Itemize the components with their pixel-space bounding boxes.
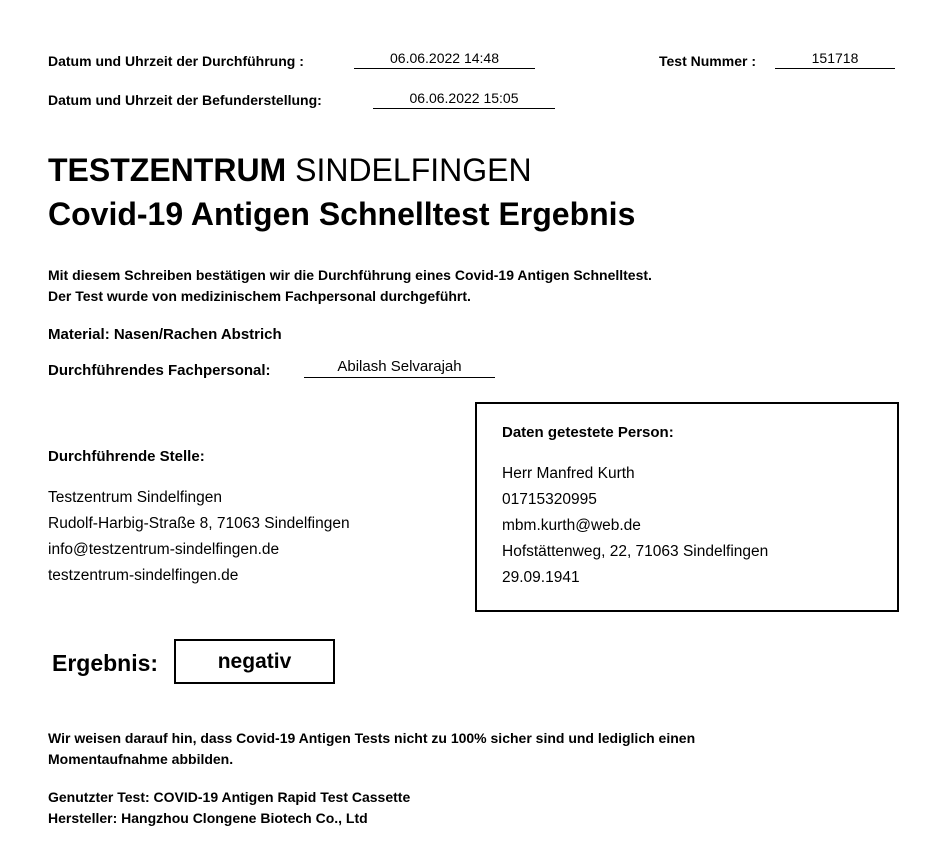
test-name-line: Genutzter Test: COVID-19 Antigen Rapid Test Cassette: [48, 789, 411, 805]
befund-value: 06.06.2022 15:05: [373, 90, 555, 109]
intro-paragraph: [48, 265, 652, 307]
durchfuehrung-label: Datum und Uhrzeit der Durchführung :: [48, 53, 304, 69]
personal-value: Abilash Selvarajah: [304, 359, 495, 378]
center-title-city: SINDELFINGEN: [295, 152, 532, 188]
page-title: Covid-19 Antigen Schnelltest Ergebnis: [48, 196, 636, 232]
result-value: negativ: [174, 639, 335, 684]
disclaimer-paragraph: [48, 728, 695, 770]
hersteller-line: Hersteller: Hangzhou Clongene Biotech Co., Ltd: [48, 810, 368, 826]
center-title-bold: TESTZENTRUM: [48, 152, 287, 188]
person-box: [475, 402, 899, 612]
center-title: [48, 150, 532, 190]
durchfuehrung-value: 06.06.2022 14:48: [354, 50, 535, 69]
person-details: [502, 461, 768, 591]
disclaimer-line-1: Wir weisen darauf hin, dass Covid-19 Antigen Tests nicht zu 100% sicher sind und lediglich einen: [48, 730, 696, 746]
stelle-address: [48, 485, 350, 589]
person-phone: 01715320995: [502, 491, 597, 508]
stelle-email: info@testzentrum-sindelfingen.de: [48, 541, 280, 558]
material-line: Material: Nasen/Rachen Abstrich: [48, 326, 282, 343]
result-label: Ergebnis:: [52, 650, 159, 676]
person-label: Daten getestete Person:: [502, 424, 674, 441]
personal-label: Durchführendes Fachpersonal:: [48, 362, 271, 379]
test-info: [48, 787, 410, 829]
intro-line-1: Mit diesem Schreiben bestätigen wir die Durchführung eines Covid-19 Antigen Schnelltest.: [48, 267, 652, 283]
stelle-line: Testzentrum Sindelfingen: [48, 489, 223, 506]
test-nummer-label: Test Nummer :: [659, 53, 756, 69]
disclaimer-line-2: Momentaufnahme abbilden.: [48, 751, 234, 767]
intro-line-2: Der Test wurde von medizinischem Fachpersonal durchgeführt.: [48, 288, 471, 304]
person-name: Herr Manfred Kurth: [502, 465, 635, 482]
stelle-line: Rudolf-Harbig-Straße 8, 71063 Sindelfingen: [48, 515, 350, 532]
test-nummer-value: 151718: [775, 50, 895, 69]
befund-label: Datum und Uhrzeit der Befunderstellung:: [48, 92, 322, 108]
stelle-website: testzentrum-sindelfingen.de: [48, 567, 239, 584]
person-birthdate: 29.09.1941: [502, 569, 580, 586]
stelle-label: Durchführende Stelle:: [48, 448, 205, 465]
person-email: mbm.kurth@web.de: [502, 517, 641, 534]
person-address: Hofstättenweg, 22, 71063 Sindelfingen: [502, 543, 769, 560]
